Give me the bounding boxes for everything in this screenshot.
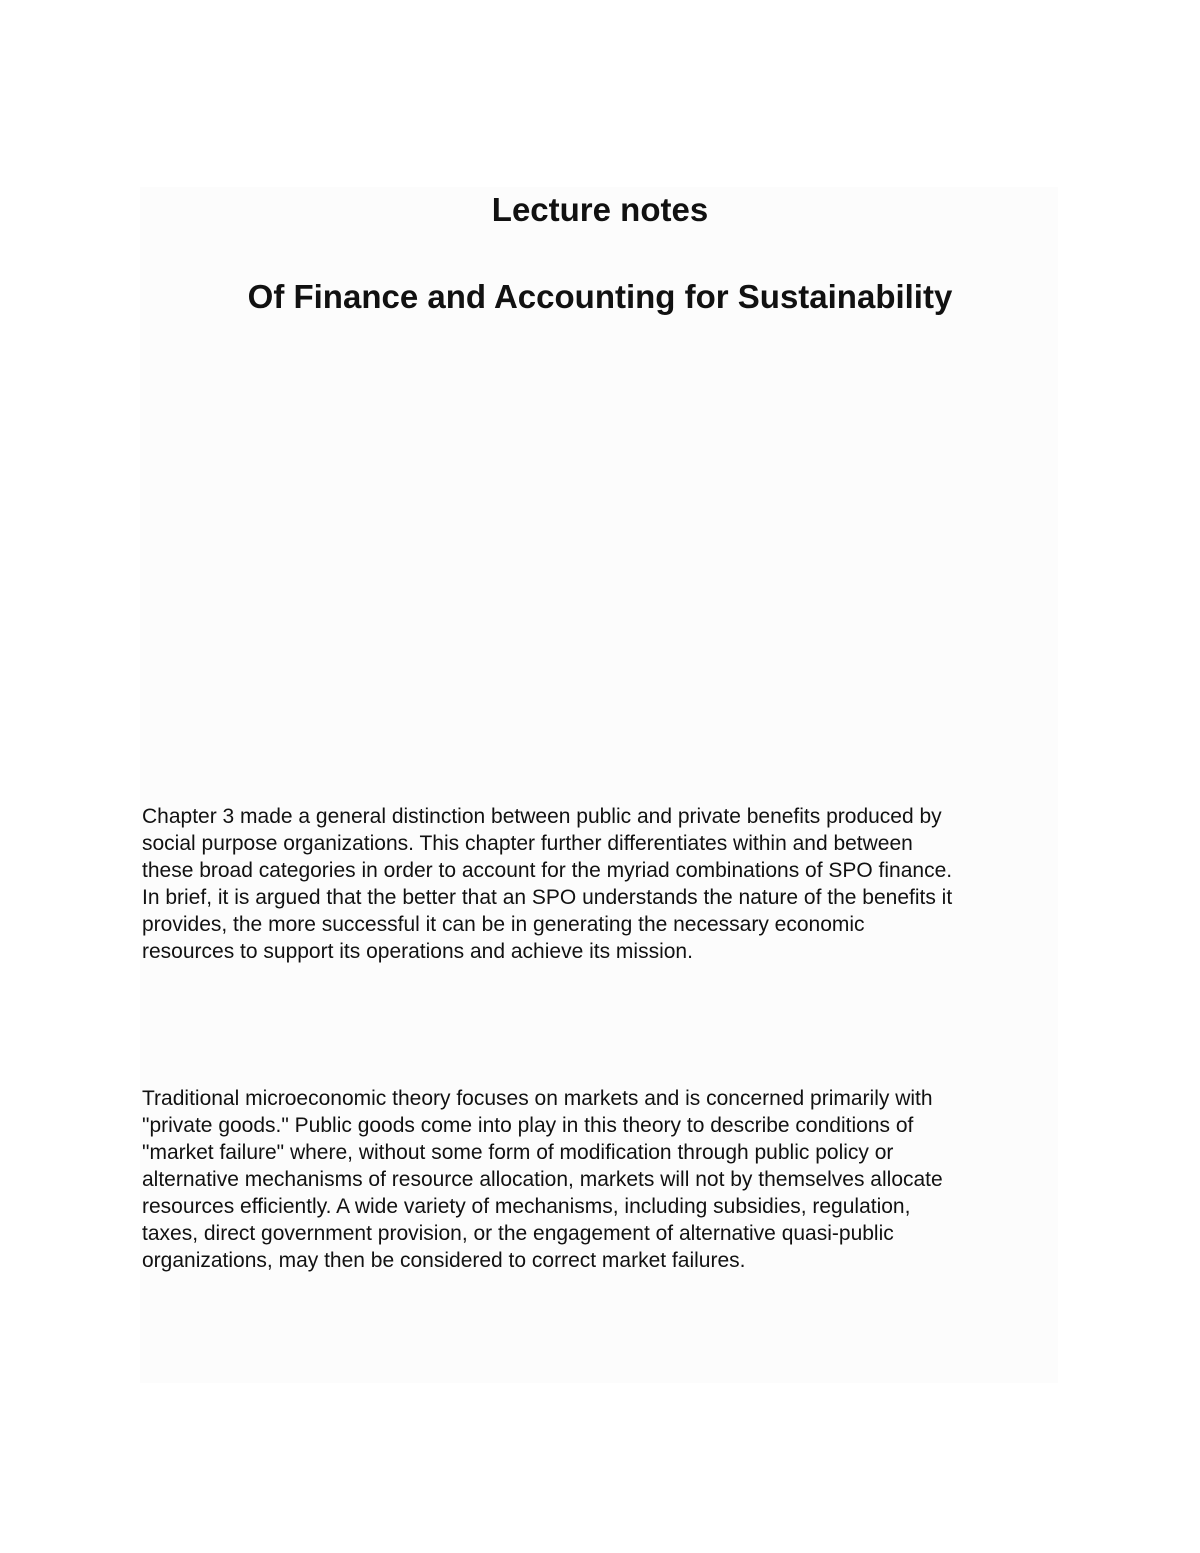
document-subtitle: Of Finance and Accounting for Sustainability bbox=[247, 278, 953, 315]
paragraph-2: Traditional microeconomic theory focuses on markets and is concerned primarily with "private goods." Public goods come into play in this theory to describe conditions of "market failure" where, without some form of modification through public policy or alternative mechanisms of resource allocation, markets will not by themselves allocate resources efficiently. A wide variety of mechanisms, including subsidies, regulation, taxes, direct government provision, or the engagement of alternative quasi-public organizations, may then be considered to correct market failures. bbox=[142, 1087, 943, 1272]
document-title: Lecture notes bbox=[491, 191, 709, 228]
paragraph-1: Chapter 3 made a general distinction between public and private benefits produced by social purpose organizations. This chapter further differentiates within and between these broad categories in order to account for the myriad combinations of SPO finance. In brief, it is argued that the better that an SPO understands the nature of the benefits it provides, the more successful it can be in generating the necessary economic resources to support its operations and achieve its mission. bbox=[142, 805, 953, 963]
